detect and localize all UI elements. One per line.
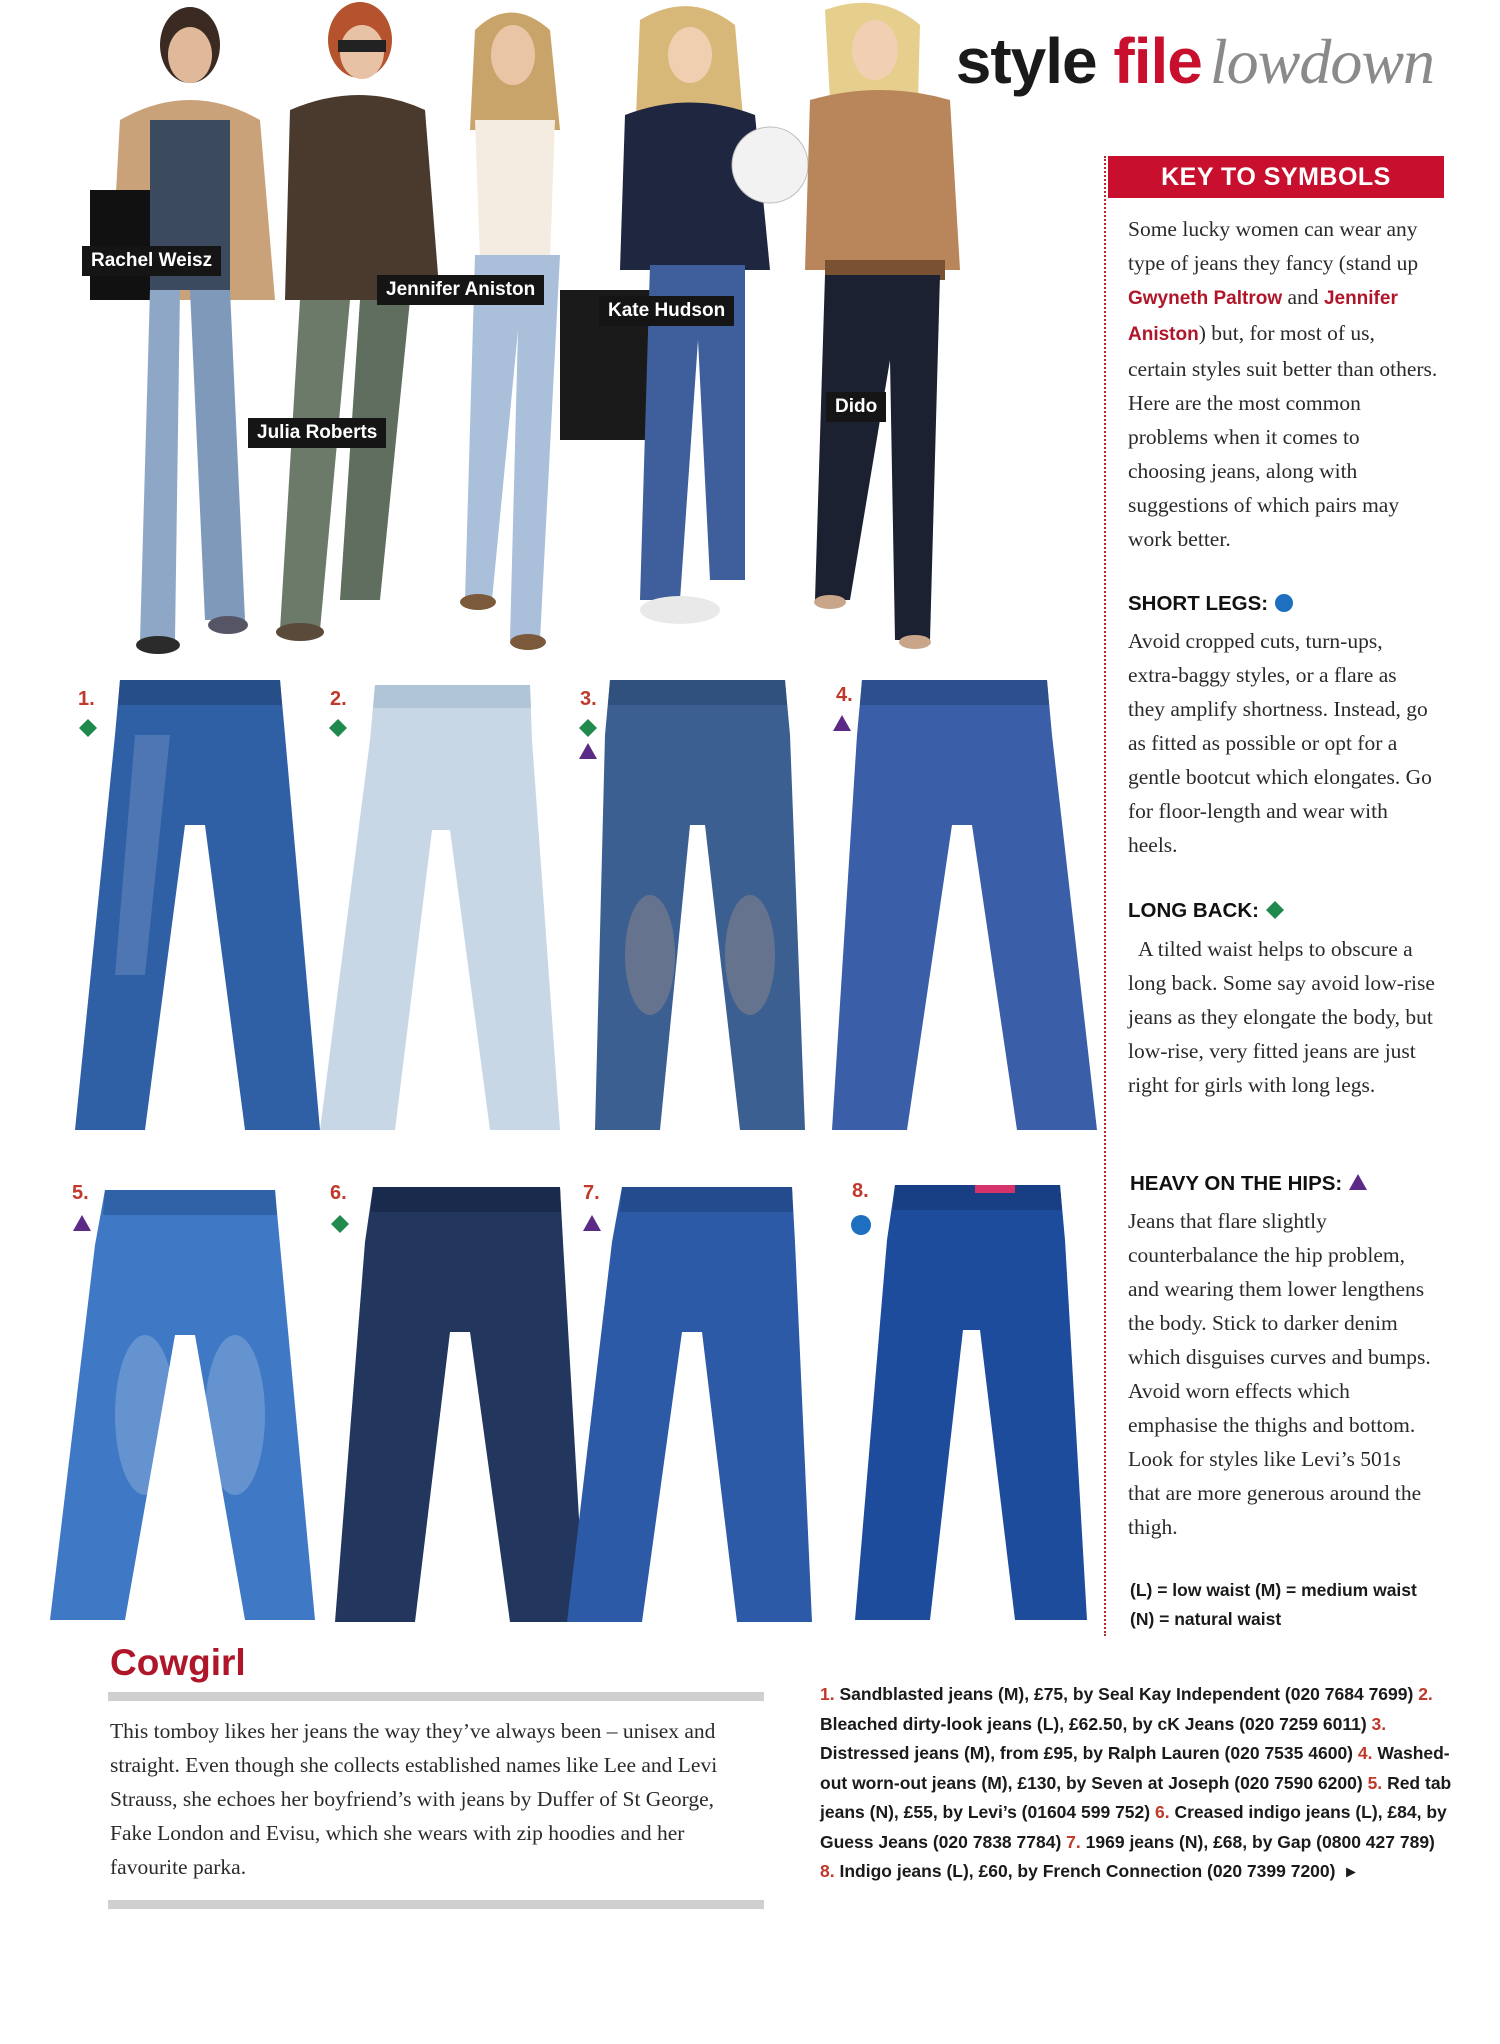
jeans-number: 1.	[78, 688, 95, 710]
credit-text: Indigo jeans (L), £60, by French Connection (020 7399 7200)	[839, 1861, 1336, 1881]
long-back-heading	[1128, 899, 1285, 923]
celebrity-label: Kate Hudson	[599, 296, 734, 326]
sidebar-intro-text: and	[1282, 285, 1324, 309]
jeans-number: 6.	[330, 1182, 347, 1204]
celebrity-label: Jennifer Aniston	[377, 275, 544, 305]
jeans-number: 4.	[836, 684, 853, 706]
jeans-image	[335, 1182, 585, 1624]
credit-number: 6.	[1154, 1802, 1170, 1822]
key-to-symbols-sidebar	[1104, 156, 1446, 1636]
hips-title: HEAVY ON THE HIPS:	[1130, 1172, 1343, 1195]
sidebar-intro-text: Some lucky women can wear any type of jeans they fancy (stand up	[1128, 217, 1419, 275]
credit-text: Washed-out worn-out jeans (M), £130, by Seven at Joseph (020 7590 6200)	[820, 1743, 1450, 1793]
celebrity-label: Julia Roberts	[248, 418, 386, 448]
credit-number: 1.	[820, 1684, 835, 1704]
jeans-image	[75, 675, 320, 1135]
hips-text: Jeans that flare slightly counterbalance the hip problem, and wearing them lower lengthens the body. Stick to darker denim which disguises curves and bumps. Avoid worn effects which emphasise the thighs and bottom. Look for styles like Levi’s 501s that are more generous around the thigh.	[1128, 1209, 1431, 1539]
jeans-image	[50, 1185, 320, 1625]
product-credits	[820, 1680, 1455, 1887]
credit-text: 1969 jeans (N), £68, by Gap (0800 427 789)	[1085, 1831, 1435, 1852]
long-back-title: LONG BACK:	[1128, 899, 1259, 922]
credit-text: Bleached dirty-look jeans (L), £62.50, by cK Jeans (020 7259 6011)	[820, 1713, 1367, 1734]
jeans-image	[832, 675, 1102, 1135]
continue-arrow-icon: ▸	[1346, 1861, 1356, 1881]
short-legs-title: SHORT LEGS:	[1128, 592, 1269, 615]
hips-heading	[1130, 1172, 1368, 1196]
circle-icon	[1274, 593, 1294, 613]
sidebar-intro	[1128, 212, 1438, 556]
jeans-number: 7.	[583, 1182, 600, 1204]
highlight-name: Jennifer Aniston	[1128, 288, 1398, 345]
jeans-number: 5.	[72, 1182, 89, 1204]
credit-text: Red tab jeans (N), £55, by Levi’s (01604 599 752)	[820, 1772, 1452, 1822]
highlight-name: Gwyneth Paltrow	[1128, 288, 1283, 309]
jeans-image	[567, 1182, 817, 1624]
masthead-file: file	[1113, 25, 1202, 97]
jeans-number: 8.	[852, 1180, 869, 1202]
long-back-text: A tilted waist helps to obscure a long back. Some say avoid low-rise jeans as they elongate the body, but low-rise, very fitted jeans are just right for girls with long legs.	[1128, 937, 1435, 1097]
divider	[108, 1692, 764, 1701]
short-legs-text: Avoid cropped cuts, turn-ups, extra-baggy styles, or a flare as they amplify shortness. Instead, go as fitted as possible or opt for a gentle bootcut which elongates. Go for floor-length and wear with heels.	[1128, 629, 1432, 857]
jeans-image	[855, 1180, 1090, 1625]
credit-text: Distressed jeans (M), from £95, by Ralph Lauren (020 7535 4600)	[820, 1743, 1353, 1763]
diamond-icon	[1265, 900, 1285, 920]
celebrity-label: Rachel Weisz	[82, 246, 221, 276]
credit-number: 7.	[1066, 1831, 1081, 1852]
triangle-icon	[1348, 1173, 1368, 1191]
credit-number: 2.	[1418, 1684, 1433, 1704]
jeans-number: 3.	[580, 688, 597, 710]
credit-number: 4.	[1357, 1743, 1373, 1763]
celebrity-label: Dido	[826, 392, 886, 422]
credit-text: Sandblasted jeans (M), £75, by Seal Kay Independent (020 7684 7699)	[839, 1684, 1414, 1704]
jeans-number: 2.	[330, 688, 347, 710]
credit-text: Creased indigo jeans (L), £84, by Guess Jeans (020 7838 7784)	[820, 1802, 1447, 1852]
sidebar-heading: KEY TO SYMBOLS	[1108, 156, 1444, 198]
short-legs-heading	[1128, 592, 1294, 616]
waist-legend: (L) = low waist (M) = medium waist (N) = natural waist	[1130, 1580, 1417, 1629]
jeans-image	[320, 680, 560, 1135]
masthead-lowdown: lowdown	[1209, 26, 1434, 97]
cowgirl-text: This tomboy likes her jeans the way they’ve always been – unisex and straight. Even though she collects established names like Lee and Levi Strauss, she echoes her boyfriend’s with jeans by Duffer of St George, Fake London and Evisu, which she wears with zip hoodies and her favourite parka.	[110, 1719, 718, 1879]
jeans-image	[590, 675, 810, 1135]
masthead-style: style	[955, 25, 1097, 97]
sidebar-intro-text: ) but, for most of us, certain styles suit better than others. Here are the most common problems when it comes to choosing jeans, along with suggestions of which pairs may work better.	[1128, 321, 1438, 551]
section-title: Cowgirl	[110, 1642, 246, 1683]
credit-number: 3.	[1371, 1713, 1387, 1734]
divider	[108, 1900, 764, 1909]
credit-number: 5.	[1367, 1772, 1383, 1793]
credit-number: 8.	[820, 1861, 835, 1881]
